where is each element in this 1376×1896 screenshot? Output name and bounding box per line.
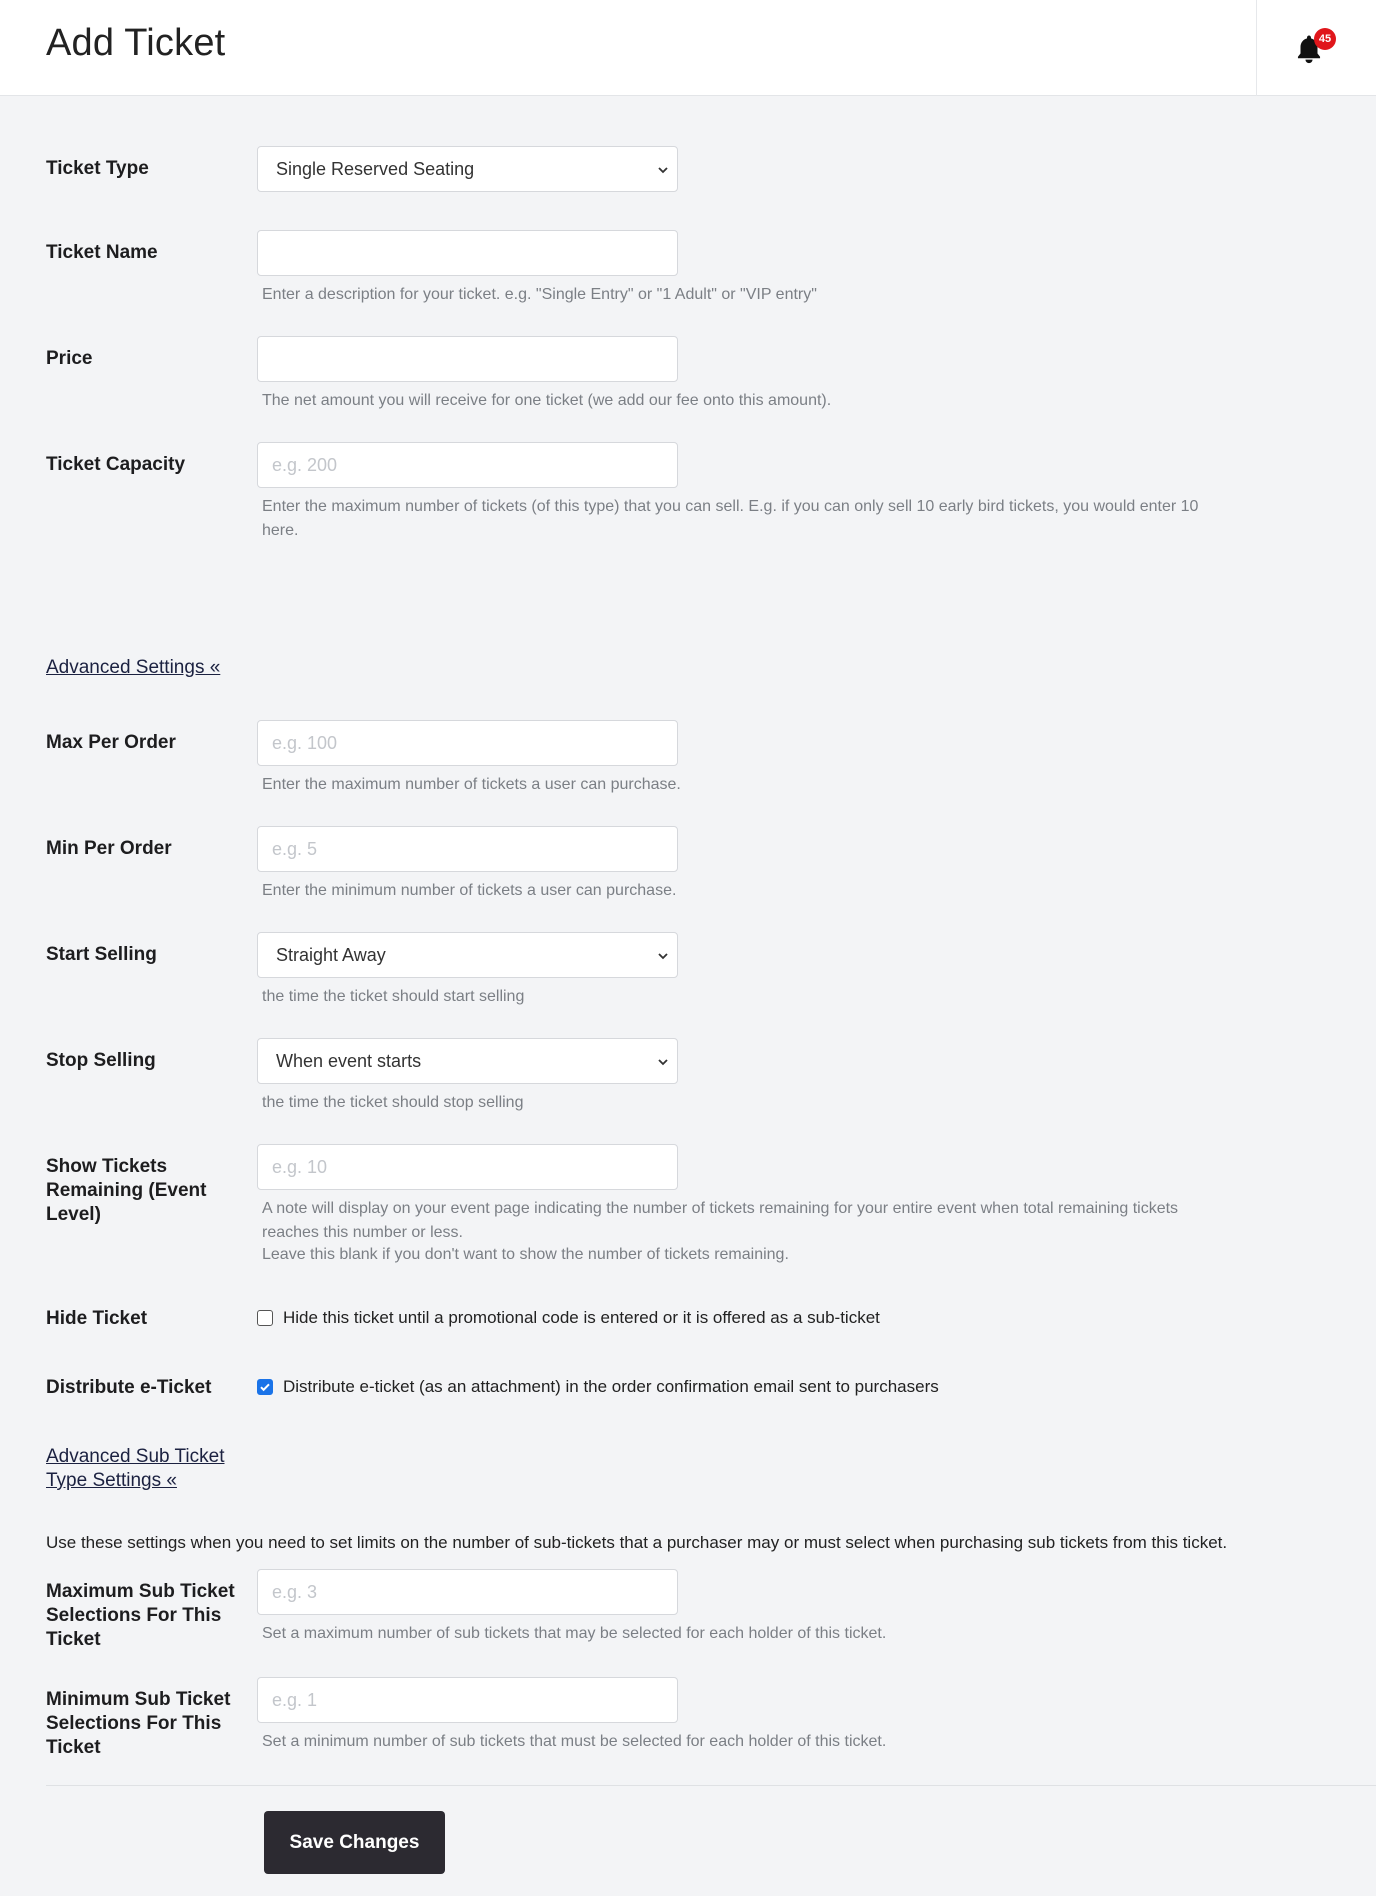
page-header [0,0,1376,96]
show-remaining-label-line3: Level) [46,1204,101,1225]
max-per-order-label: Max Per Order [46,732,176,753]
min-sub-label-line2: Selections For This [46,1713,222,1734]
chevron-down-icon [657,950,669,962]
notifications-button[interactable] [1290,28,1334,72]
max-sub-label-line1: Maximum Sub Ticket [46,1581,235,1602]
show-remaining-help-line3: Leave this blank if you don't want to show the number of tickets remaining. [262,1246,789,1263]
min-sub-help: Set a minimum number of sub tickets that must be selected for each holder of this ticket. [262,1733,887,1750]
show-remaining-input[interactable] [257,1144,678,1190]
max-per-order-input[interactable] [257,720,678,766]
ticket-name-input[interactable] [257,230,678,276]
ticket-name-help: Enter a description for your ticket. e.g. "Single Entry" or "1 Adult" or "VIP entry" [262,286,817,303]
stop-selling-help: the time the ticket should stop selling [262,1094,524,1111]
chevron-down-icon [657,164,669,176]
ticket-name-label: Ticket Name [46,242,158,263]
start-selling-value: Straight Away [276,945,386,965]
advanced-sub-ticket-link-line1[interactable]: Advanced Sub Ticket [46,1446,225,1467]
hide-ticket-option[interactable] [257,1308,880,1328]
max-per-order-help: Enter the maximum number of tickets a user can purchase. [262,776,681,793]
distribute-eticket-checkbox-label: Distribute e-ticket (as an attachment) in the order confirmation email sent to purchasers [283,1377,939,1396]
min-per-order-input[interactable] [257,826,678,872]
start-selling-select[interactable] [257,932,678,978]
distribute-eticket-checkbox[interactable] [257,1379,273,1395]
chevron-down-icon [657,1056,669,1068]
start-selling-help: the time the ticket should start selling [262,988,525,1005]
hide-ticket-checkbox-label: Hide this ticket until a promotional code is entered or it is offered as a sub-ticket [283,1308,880,1327]
advanced-settings-link[interactable]: Advanced Settings « [46,657,221,678]
price-label: Price [46,348,93,369]
checkmark-icon [259,1381,271,1393]
start-selling-label: Start Selling [46,944,157,965]
header-divider [1256,0,1257,96]
sub-ticket-intro: Use these settings when you need to set limits on the number of sub-tickets that a purchaser may or must select when purchasing sub tickets from this ticket. [46,1533,1228,1552]
show-remaining-label-line2: Remaining (Event [46,1180,207,1201]
min-sub-label-line1: Minimum Sub Ticket [46,1689,231,1710]
stop-selling-label: Stop Selling [46,1050,156,1071]
min-per-order-label: Min Per Order [46,838,172,859]
show-remaining-help-line1: A note will display on your event page indicating the number of tickets remaining for your entire event when total remaining tickets [262,1200,1179,1217]
distribute-eticket-label: Distribute e-Ticket [46,1377,212,1398]
ticket-capacity-input[interactable] [257,442,678,488]
min-per-order-help: Enter the minimum number of tickets a user can purchase. [262,882,677,899]
advanced-sub-ticket-link-line2[interactable]: Type Settings « [46,1470,177,1491]
ticket-type-select[interactable] [257,146,678,192]
max-sub-label-line2: Selections For This [46,1605,222,1626]
ticket-capacity-help-line2: here. [262,522,299,539]
ticket-type-value: Single Reserved Seating [276,159,475,179]
min-sub-input[interactable] [257,1677,678,1723]
price-help: The net amount you will receive for one ticket (we add our fee onto this amount). [262,392,832,409]
price-input[interactable] [257,336,678,382]
page-title: Add Ticket [46,22,226,64]
ticket-capacity-help-line1: Enter the maximum number of tickets (of this type) that you can sell. E.g. if you can only sell 10 early bird tickets, you would enter 10 [262,498,1199,515]
distribute-eticket-option[interactable] [257,1377,939,1397]
stop-selling-value: When event starts [276,1051,422,1071]
ticket-capacity-label: Ticket Capacity [46,454,186,475]
min-sub-label-line3: Ticket [46,1737,101,1758]
show-remaining-help-line2: reaches this number or less. [262,1224,463,1241]
max-sub-help: Set a maximum number of sub tickets that may be selected for each holder of this ticket. [262,1625,887,1642]
max-sub-input[interactable] [257,1569,678,1615]
max-sub-label-line3: Ticket [46,1629,101,1650]
form-divider [46,1785,1376,1786]
hide-ticket-checkbox[interactable] [257,1310,273,1326]
stop-selling-select[interactable] [257,1038,678,1084]
show-remaining-label-line1: Show Tickets [46,1156,168,1177]
ticket-type-label: Ticket Type [46,158,149,179]
notification-badge: 45 [1314,28,1336,50]
save-changes-button[interactable]: Save Changes [264,1811,445,1874]
hide-ticket-label: Hide Ticket [46,1308,148,1329]
